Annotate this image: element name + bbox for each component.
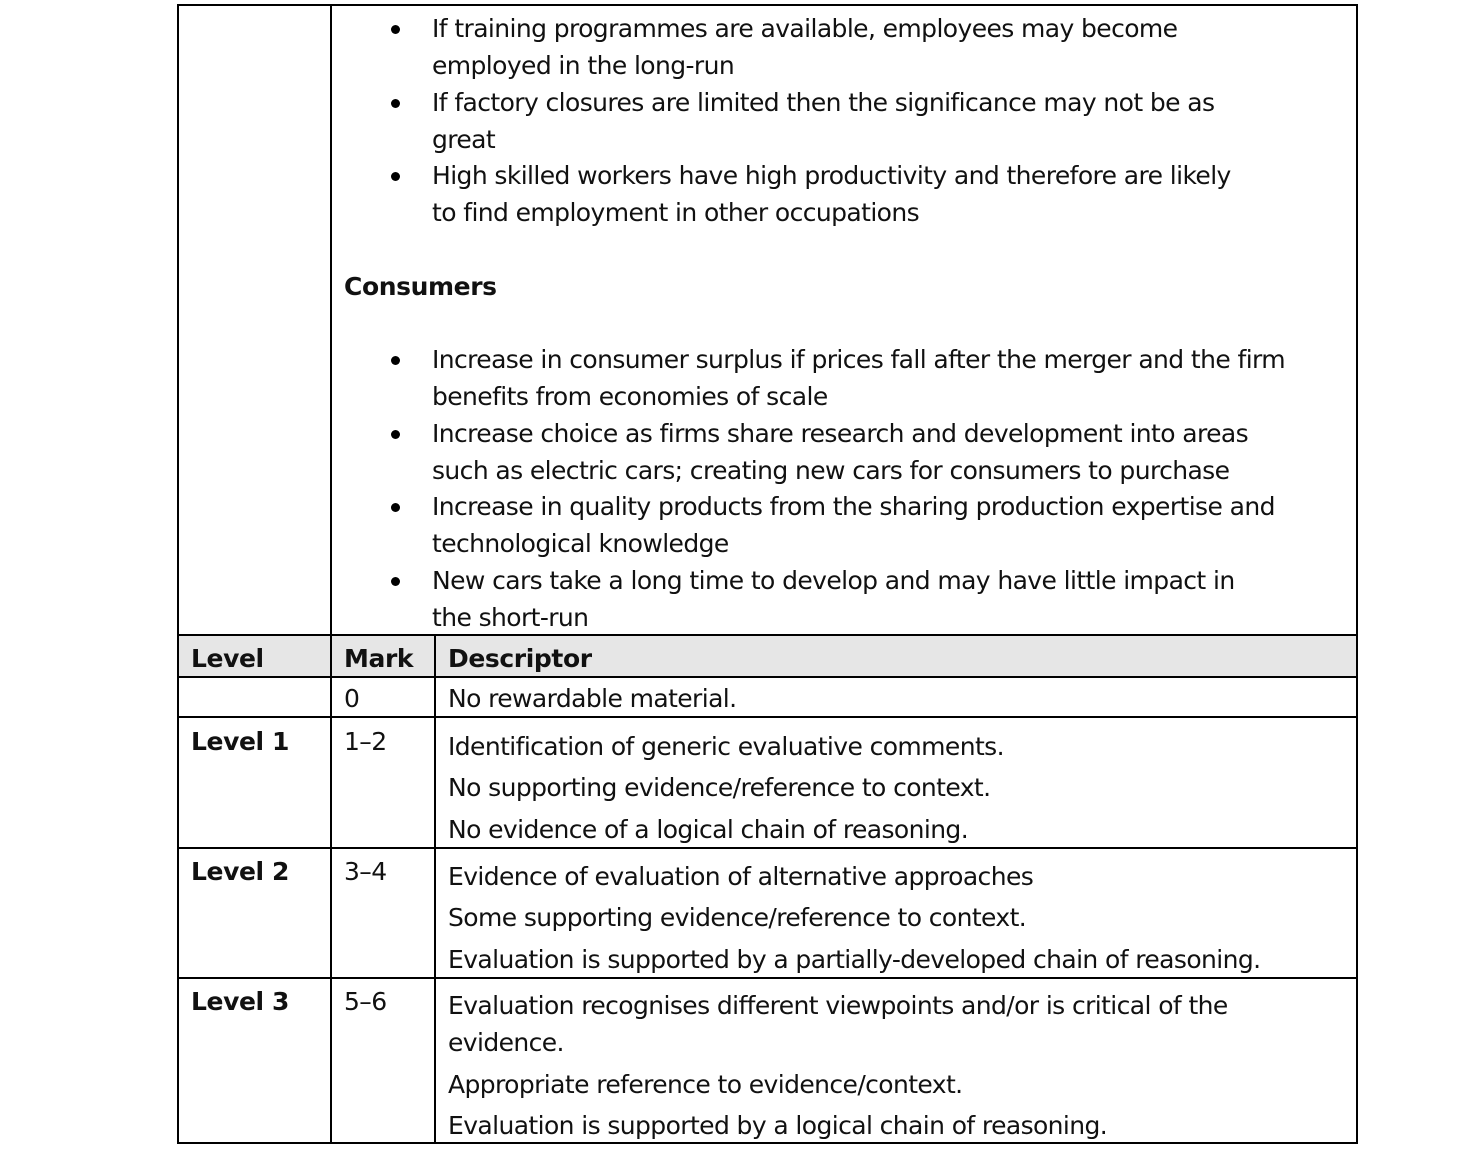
table-border-top — [177, 4, 1358, 6]
bullet-text: High skilled workers have high productivity and therefore are likely — [432, 161, 1231, 190]
row-level: Level 3 — [191, 987, 290, 1016]
bullet-text: If factory closures are limited then the significance may not be as — [432, 88, 1215, 117]
header-descriptor: Descriptor — [448, 644, 592, 673]
bullet-icon — [391, 172, 400, 181]
row-mark: 1–2 — [344, 727, 387, 756]
row-level: Level 1 — [191, 727, 290, 756]
column-divider-mark — [434, 635, 436, 1144]
header-mark: Mark — [344, 644, 414, 673]
row-descriptor: Some supporting evidence/reference to context. — [448, 903, 1027, 932]
bullet-icon — [391, 99, 400, 108]
row-descriptor: Appropriate reference to evidence/context. — [448, 1070, 963, 1099]
consumers-heading: Consumers — [344, 272, 497, 301]
row-mark: 5–6 — [344, 987, 387, 1016]
bullet-text: benefits from economies of scale — [432, 382, 828, 411]
row-descriptor: Identification of generic evaluative comments. — [448, 732, 1004, 761]
bullet-text: to find employment in other occupations — [432, 198, 920, 227]
row-descriptor: evidence. — [448, 1028, 564, 1057]
row-descriptor: No evidence of a logical chain of reasoning. — [448, 815, 969, 844]
row-descriptor: Evidence of evaluation of alternative approaches — [448, 862, 1034, 891]
row-descriptor: Evaluation recognises different viewpoints and/or is critical of the — [448, 991, 1228, 1020]
bullet-text: Increase choice as firms share research and development into areas — [432, 419, 1249, 448]
bullet-text: such as electric cars; creating new cars for consumers to purchase — [432, 456, 1230, 485]
table-border-left — [177, 4, 179, 1144]
bullet-icon — [391, 25, 400, 34]
row-descriptor: Evaluation is supported by a logical chain of reasoning. — [448, 1111, 1108, 1140]
row-mark: 0 — [344, 684, 360, 713]
bullet-text: If training programmes are available, employees may become — [432, 14, 1178, 43]
bullet-icon — [391, 503, 400, 512]
row-mark: 3–4 — [344, 857, 387, 886]
bullet-text: the short-run — [432, 603, 589, 632]
bullet-text: Increase in quality products from the sharing production expertise and — [432, 492, 1275, 521]
bullet-text: employed in the long-run — [432, 51, 735, 80]
bullet-icon — [391, 430, 400, 439]
column-divider-level — [330, 4, 332, 1144]
row-divider-header-top — [177, 634, 1358, 636]
bullet-text: New cars take a long time to develop and may have little impact in — [432, 566, 1235, 595]
row-descriptor: No supporting evidence/reference to context. — [448, 773, 991, 802]
bullet-icon — [391, 356, 400, 365]
header-level: Level — [191, 644, 264, 673]
bullet-icon — [391, 577, 400, 586]
table-border-right — [1356, 4, 1358, 1144]
row-descriptor: Evaluation is supported by a partially-developed chain of reasoning. — [448, 945, 1261, 974]
bullet-text: great — [432, 125, 496, 154]
bullet-text: Increase in consumer surplus if prices fall after the merger and the firm — [432, 345, 1286, 374]
row-level: Level 2 — [191, 857, 290, 886]
bullet-text: technological knowledge — [432, 529, 729, 558]
row-descriptor: No rewardable material. — [448, 684, 737, 713]
